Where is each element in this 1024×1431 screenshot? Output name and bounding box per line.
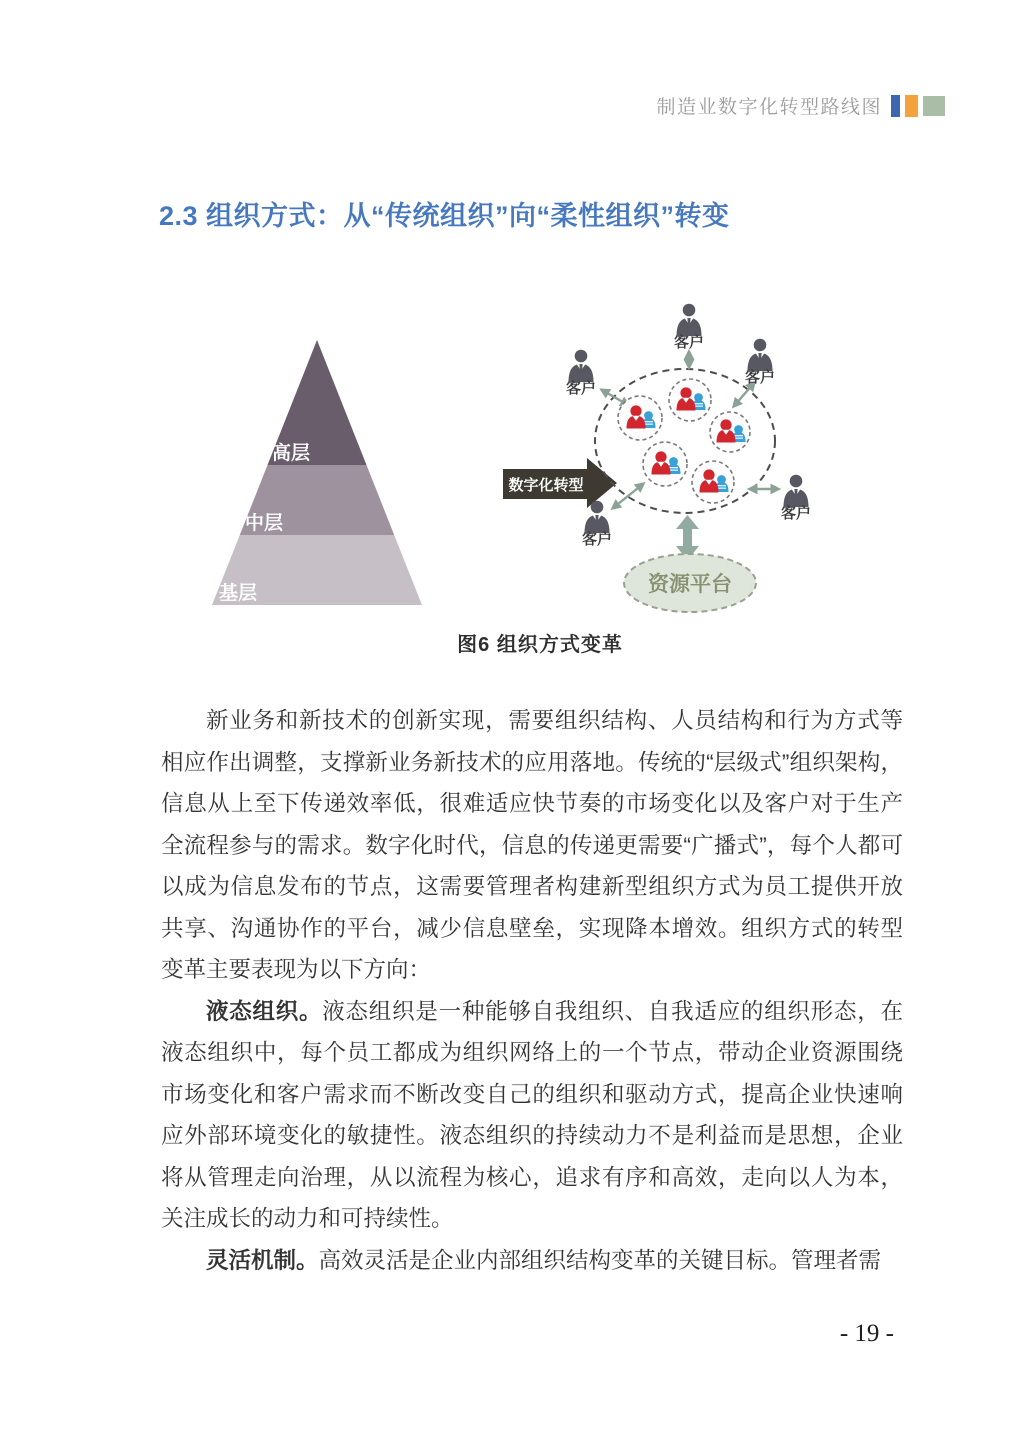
paragraph-text: 新业务和新技术的创新实现，需要组织结构、人员结构和行为方式等相应作出调整，支撑新业务新技术的应用落地。传统的“层级式”组织架构，信息从上至下传递效率低，很难适应快节奏的市场变化以及客户对于生产全流程参与的需求。数字化时代，信息的传递更需要“广播式”，每个人都可以成为信息发布的节点，这需要管理者构建新型组织方式为员工提供开放共享、沟通协作的平台，减少信息壁垒，实现降本增效。组织方式的转型变革主要表现为以下方向：: [161, 708, 903, 982]
customer-person-icon: [748, 339, 773, 371]
hierarchy-pyramid: [212, 340, 422, 605]
customer-right: [781, 475, 811, 522]
customer-label: 客户: [673, 334, 705, 351]
customer-label: 客户: [780, 505, 812, 522]
team-cell: [643, 442, 687, 486]
decor-square-blue-icon: [891, 95, 900, 117]
pyramid-label-top: 高层: [272, 443, 311, 464]
customer-left: [566, 350, 596, 397]
page-number: - 19 -: [839, 1320, 894, 1347]
paragraph: [161, 1240, 903, 1282]
figure-organization-change: [150, 280, 890, 640]
resource-link-arrow: [676, 515, 699, 560]
team-cell: [692, 461, 734, 503]
customer-person-icon: [569, 350, 594, 382]
resource-platform-label: 资源平台: [648, 573, 732, 596]
customer-label: 客户: [581, 531, 613, 548]
pyramid-label-middle: 中层: [245, 513, 284, 534]
team-cell: [618, 396, 662, 440]
team-cell: [669, 379, 711, 421]
paragraph: [161, 991, 903, 1240]
pyramid-label-bottom: 基层: [219, 583, 258, 604]
transformation-arrow-label: 数字化转型: [508, 477, 584, 494]
link-bottom-left: [613, 484, 643, 508]
team-cell: [710, 412, 750, 452]
customer-label: 客户: [565, 380, 597, 397]
flexible-network: [566, 304, 811, 548]
customer-person-icon: [784, 475, 809, 507]
paragraph: [161, 700, 903, 991]
customer-label: 客户: [744, 369, 776, 386]
decor-square-orange-icon: [905, 95, 918, 117]
customer-person-icon: [677, 304, 702, 336]
doc-title: 制造业数字化转型路线图: [656, 97, 882, 118]
body-text: [161, 700, 903, 1281]
paragraph-lead: 液态组织。: [206, 998, 323, 1024]
paragraph-lead: 灵活机制。: [206, 1247, 319, 1273]
section-title: 2.3 组织方式：从“传统组织”向“柔性组织”转变: [159, 201, 730, 231]
paragraph-text: 高效灵活是企业内部组织结构变革的关键目标。管理者需: [318, 1247, 882, 1273]
customer-top: [674, 304, 704, 351]
customer-top-right: [745, 339, 775, 386]
page-header: [656, 92, 945, 119]
customer-bottom-left: [582, 501, 612, 548]
figure-caption: 图6 组织方式变革: [457, 634, 623, 656]
decor-square-green-icon: [923, 96, 945, 116]
resource-platform: [624, 515, 756, 612]
paragraph-text: 液态组织是一种能够自我组织、自我适应的组织形态，在液态组织中，每个员工都成为组织网络上的一个节点，带动企业资源围绕市场变化和客户需求而不断改变自己的组织和驱动方式，提高企业快速响应外部环境变化的敏捷性。液态组织的持续动力不是利益而是思想，企业将从管理走向治理，从以流程为核心，追求有序和高效，走向以人为本，关注成长的动力和可持续性。: [161, 998, 903, 1231]
